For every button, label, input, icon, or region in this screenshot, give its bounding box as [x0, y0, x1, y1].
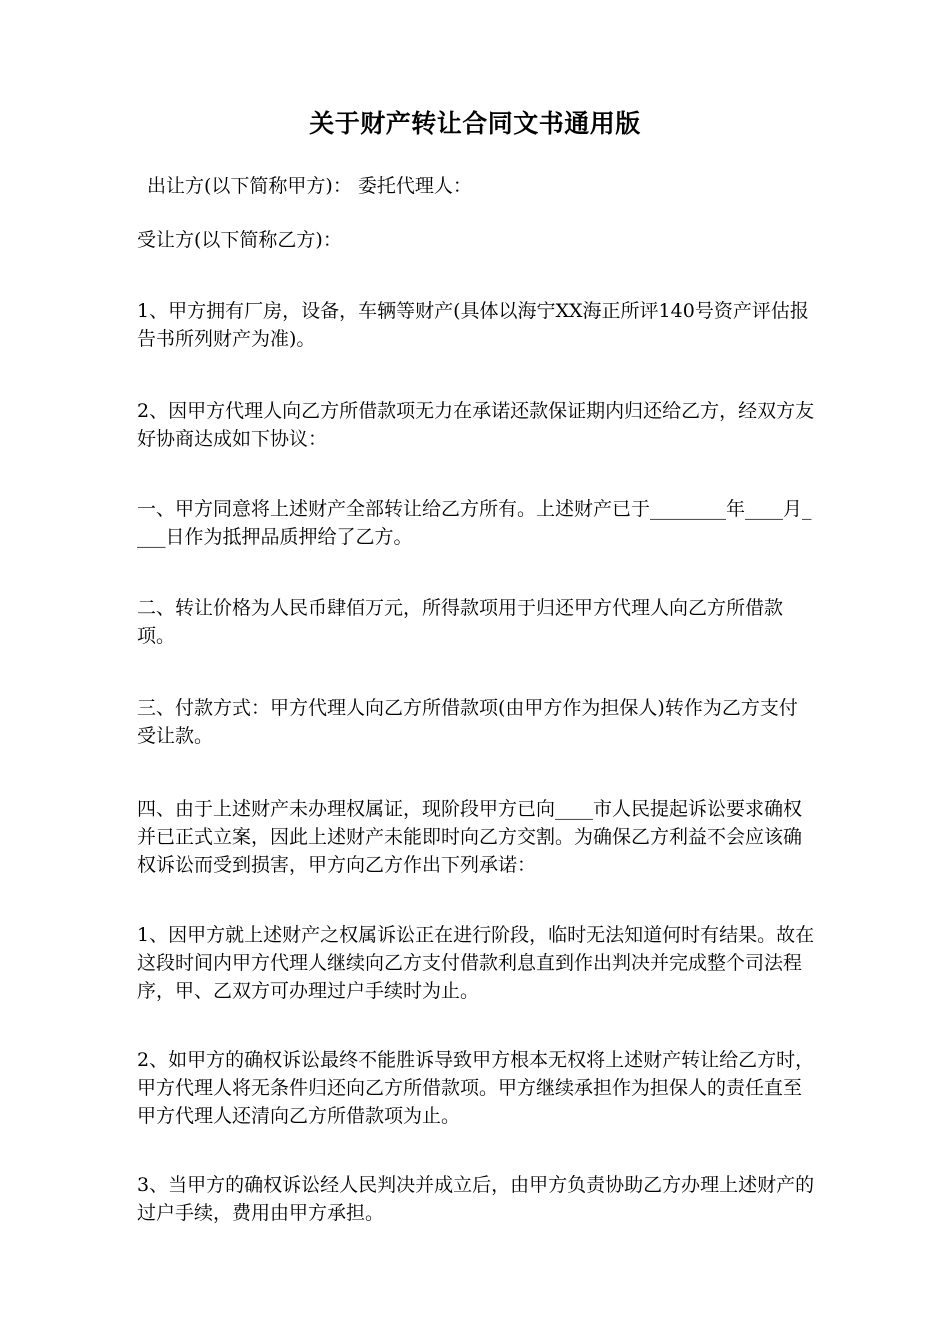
paragraph-promise-2: 2、如甲方的确权诉讼最终不能胜诉导致甲方根本无权将上述财产转让给乙方时，甲方代理人将无条件归还向乙方所借款项。甲方继续承担作为担保人的责任直至甲方代理人还清向乙方所借款项为止。	[137, 1049, 815, 1127]
paragraph-article-1: 一、甲方同意将上述财产全部转让给乙方所有。上述财产已于________年____月____日作为抵押品质押给了乙方。	[137, 498, 812, 548]
paragraph-article-2: 二、转让价格为人民币肆佰万元，所得款项用于归还甲方代理人向乙方所借款项。	[137, 597, 784, 647]
document-title: 关于财产转让合同文书通用版	[309, 109, 641, 138]
paragraph-clause-1: 1、甲方拥有厂房，设备，车辆等财产(具体以海宁XX海正所评140号资产评估报告书所列财产为准)。	[137, 300, 809, 350]
paragraph-promise-3: 3、当甲方的确权诉讼经人民判决并成立后，由甲方负责协助乙方办理上述财产的过户手续，费用由甲方承担。	[137, 1174, 815, 1224]
paragraph-parties-transferor: 出让方(以下简称甲方)： 委托代理人：	[147, 175, 472, 197]
paragraph-promise-1: 1、因甲方就上述财产之权属诉讼正在进行阶段，临时无法知道何时有结果。故在这段时间内甲方代理人继续向乙方支付借款利息直到作出判决并完成整个司法程序，甲、乙双方可办理过户手续时为止。	[137, 924, 815, 1002]
paragraph-clause-2: 2、因甲方代理人向乙方所借款项无力在承诺还款保证期内归还给乙方，经双方友好协商达成如下协议：	[137, 400, 815, 450]
paragraph-article-4: 四、由于上述财产未办理权属证，现阶段甲方已向____市人民提起诉讼要求确权并已正式立案，因此上述财产未能即时向乙方交割。为确保乙方利益不会应该确权诉讼而受到损害，甲方向乙方作出下列承诺：	[137, 798, 803, 876]
paragraph-article-3: 三、付款方式：甲方代理人向乙方所借款项(由甲方作为担保人)转作为乙方支付受让款。	[137, 697, 798, 747]
paragraph-parties-transferee: 受让方(以下简称乙方)：	[137, 229, 342, 251]
